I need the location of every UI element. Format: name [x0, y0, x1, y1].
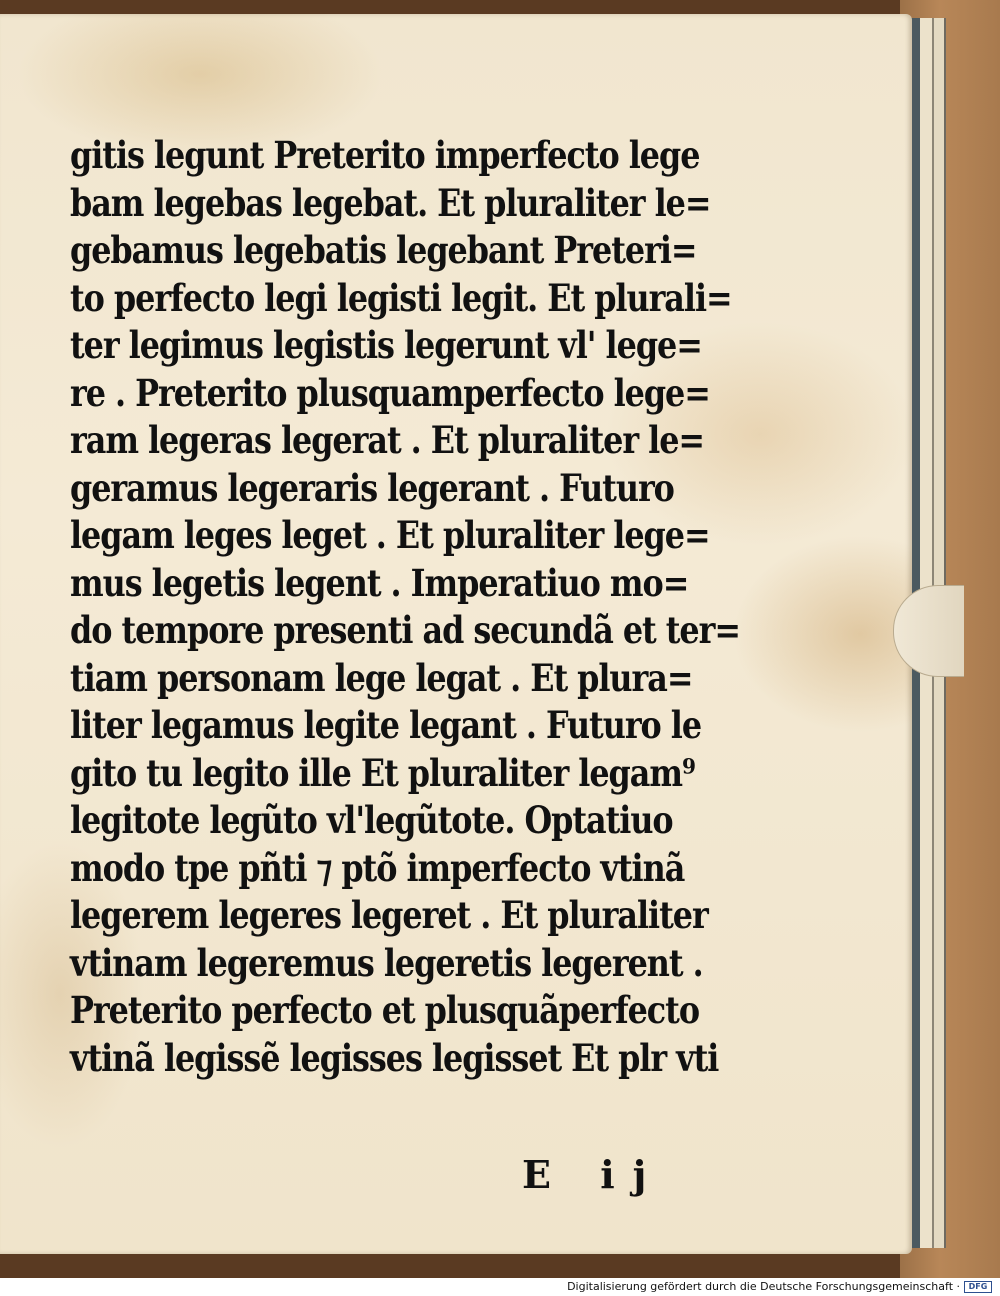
signature-mark: E ij	[522, 1152, 665, 1197]
text-line: gito tu legito ille Et pluraliter legam⁹	[70, 750, 695, 795]
text-line: ter legimus legistis legerunt vl' lege=	[70, 323, 702, 367]
text-line: legitote legũto vl'legũtote. Optatiuo	[70, 798, 673, 842]
attribution-footer	[0, 1278, 1000, 1296]
text-line: do tempore presenti ad secundã et ter=	[70, 608, 741, 652]
dfg-logo-icon: DFG	[964, 1281, 992, 1293]
text-line: vtinam legeremus legeretis legerent .	[70, 940, 703, 985]
text-line: mus legetis legent . Imperatiuo mo=	[70, 560, 689, 605]
text-line: tiam personam lege legat . Et plura=	[70, 655, 693, 700]
book-page	[0, 14, 912, 1254]
text-line: gebamus legebatis legebant Preteri=	[70, 228, 697, 272]
text-line: ram legeras legerat . Et pluraliter le=	[70, 418, 705, 462]
text-line: Preterito perfecto et plusquãperfecto	[70, 988, 700, 1032]
text-line: legam leges leget . Et pluraliter lege=	[70, 513, 710, 557]
text-line: re . Preterito plusquamperfecto lege=	[70, 370, 710, 415]
text-line: modo tpe pñti ⁊ ptõ imperfecto vtinã	[70, 845, 685, 890]
text-line: to perfecto legi legisti legit. Et plurali=	[70, 275, 732, 320]
text-line: bam legebas legebat. Et pluraliter le=	[70, 180, 711, 225]
text-block	[70, 132, 750, 1082]
text-line: legerem legeres legeret . Et pluraliter	[70, 893, 708, 937]
text-line: gitis legunt Preterito imperfecto lege	[70, 133, 700, 177]
text-line: geramus legeraris legerant . Futuro	[70, 465, 674, 510]
text-line: vtinã legissẽ legisses legisset Et plr vti	[70, 1035, 719, 1080]
funding-credit: Digitalisierung gefördert durch die Deutsche Forschungsgemeinschaft ·	[567, 1280, 960, 1293]
text-line: liter legamus legite legant . Futuro le	[70, 703, 702, 747]
